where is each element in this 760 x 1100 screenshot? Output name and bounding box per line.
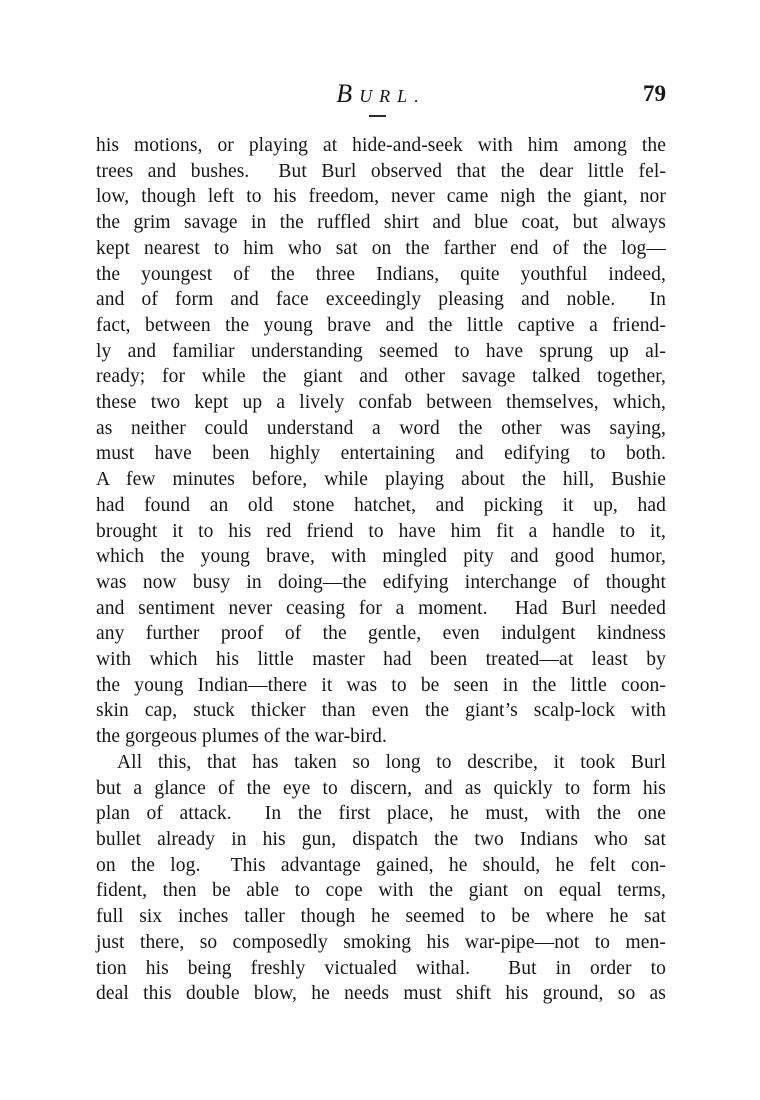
text-line: the young Indian—there it was to be seen in the little coon-	[96, 674, 666, 696]
text-line: fact, between the young brave and the little captive a friend-	[96, 314, 666, 336]
page-header	[96, 79, 666, 122]
running-head-rest: URL.	[359, 86, 426, 106]
running-head-title	[96, 79, 666, 108]
title-rule	[369, 115, 386, 117]
page-body	[96, 133, 666, 1007]
text-line: was now busy in doing—the edifying interchange of thought	[96, 571, 666, 593]
text-line: A few minutes before, while playing about the hill, Bushie	[96, 469, 666, 491]
text-line: just there, so composedly smoking his war-pipe—not to men-	[96, 931, 666, 953]
text-line: full six inches taller though he seemed to be where he sat	[96, 906, 666, 928]
text-line: and sentiment never ceasing for a moment. Had Burl needed	[96, 597, 666, 619]
text-line: but a glance of the eye to discern, and as quickly to form his	[96, 777, 666, 799]
text-line: low, though left to his freedom, never came nigh the giant, nor	[96, 186, 666, 208]
text-line: which the young brave, with mingled pity and good humor,	[96, 546, 666, 568]
text-line: All this, that has taken so long to describe, it took Burl	[117, 751, 666, 773]
text-line: fident, then be able to cope with the giant on equal terms,	[96, 880, 666, 902]
text-line: trees and bushes. But Burl observed that the dear little fel-	[96, 160, 666, 182]
text-line: the gorgeous plumes of the war-bird.	[96, 726, 387, 748]
text-line: must have been highly entertaining and edifying to both.	[96, 443, 666, 465]
text-line: brought it to his red friend to have him fit a handle to it,	[96, 520, 666, 542]
text-line: on the log. This advantage gained, he should, he felt con-	[96, 854, 666, 876]
text-line: any further proof of the gentle, even indulgent kindness	[96, 623, 666, 645]
text-line: ly and familiar understanding seemed to have sprung up al-	[96, 340, 666, 362]
text-line: these two kept up a lively confab between themselves, which,	[96, 392, 666, 414]
text-line: had found an old stone hatchet, and picking it up, had	[96, 494, 666, 516]
text-line: his motions, or playing at hide-and-seek with him among the	[96, 135, 666, 156]
text-line: the grim savage in the ruffled shirt and blue coat, but always	[96, 212, 666, 234]
text-line: kept nearest to him who sat on the farther end of the log—	[96, 237, 666, 259]
text-line: plan of attack. In the first place, he must, with the one	[96, 803, 666, 825]
text-line: bullet already in his gun, dispatch the two Indians who sat	[96, 828, 666, 850]
text-line: as neither could understand a word the other was saying,	[96, 417, 666, 439]
text-line: ready; for while the giant and other savage talked together,	[96, 366, 666, 388]
text-line: deal this double blow, he needs must shift his ground, so as	[96, 983, 666, 1005]
page-number: 79	[643, 81, 666, 106]
text-line: the youngest of the three Indians, quite youthful indeed,	[96, 263, 666, 285]
text-line: tion his being freshly victualed withal. But in order to	[96, 957, 666, 979]
text-line: skin cap, stuck thicker than even the giant’s scalp-lock with	[96, 700, 666, 722]
text-line: with which his little master had been treated—at least by	[96, 649, 666, 671]
running-head-initial: B	[336, 79, 360, 108]
text-line: and of form and face exceedingly pleasing and noble. In	[96, 289, 666, 311]
